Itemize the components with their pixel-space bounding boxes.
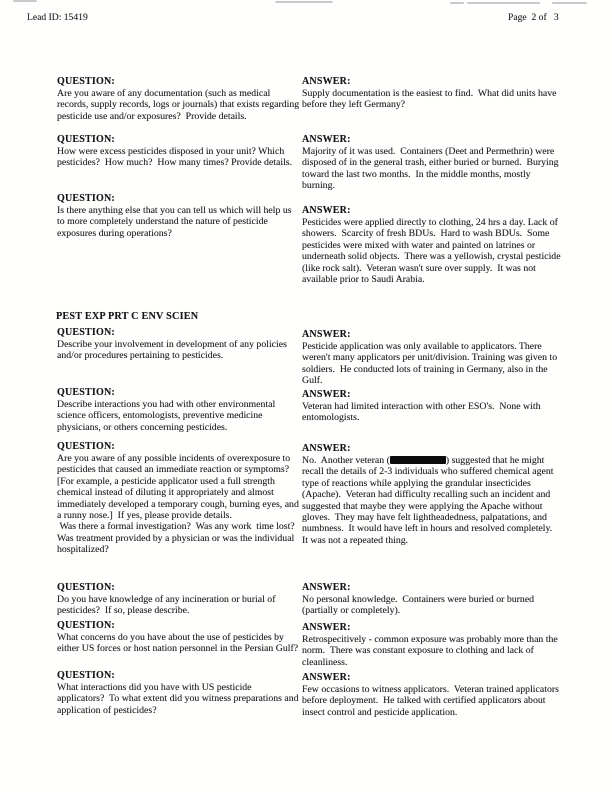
question-block (57, 193, 301, 239)
answer-block (302, 582, 563, 617)
question-block (57, 441, 301, 556)
question-text: What interactions did you have with US pesticide applicators? To what extent did you witness preparations and application of pesticides? (57, 682, 301, 716)
answer-text: Majority of it was used. Containers (Deet and Permethrin) were disposed of in the general trash, either buried or burned. Burying toward the last two months. In the middle months, mostly burning. (302, 146, 562, 192)
answer-block (302, 672, 563, 718)
answer-label: ANSWER: (302, 76, 351, 87)
question-block (57, 670, 301, 716)
question-block (57, 387, 301, 433)
answer-block (302, 622, 563, 668)
question-label: QUESTION: (57, 76, 115, 87)
answer-label: ANSWER: (302, 582, 351, 593)
answer-block (302, 329, 563, 387)
answer-block (302, 389, 563, 424)
question-text: Are you aware of any possible incidents of overexposure to pesticides that caused an immediate reaction or symptoms? [For example, a pesticide applicator used a full strength chemical instead of diluting it appropriately and almost immediately developed a temporary cough, burning eyes, and a runny nose.] If yes, please provide details. (57, 453, 302, 522)
question-label: QUESTION: (57, 620, 115, 631)
answer-label: ANSWER: (302, 672, 351, 683)
question-text: Are you aware of any documentation (such as medical records, supply records, logs or journals) that exists regarding pesticide use and/or exposures? Provide details. (57, 88, 302, 122)
scan-artifact (552, 2, 587, 4)
question-text: Describe your involvement in development of any policies and/or procedures pertaining to pesticides. (57, 339, 290, 362)
answer-text: Pesticide application was only available to applicators. There weren't many applicators per unit/division. Training was given to soldiers. He conducted lots of training in Germany, also in the Gulf. (302, 341, 560, 387)
question-text: What concerns do you have about the use of pesticides by either US forces or host nation personnel in the Persian Gulf? (57, 632, 299, 655)
answer-text: Supply documentation is the easiest to find. What did units have before they left Germany? (302, 88, 559, 111)
question-text: Describe interactions you had with other environmental science officers, entomologists, preventive medicine physicians, or others concerning pesticides. (57, 399, 278, 433)
question-label: QUESTION: (57, 327, 115, 338)
question-block (57, 582, 301, 617)
question-text: How were excess pesticides disposed in your unit? Which pesticides? How much? How many times? Provide details. (57, 146, 293, 169)
answer-block (302, 443, 563, 546)
question-label: QUESTION: (57, 670, 115, 681)
question-label: QUESTION: (57, 387, 115, 398)
answer-text: Veteran had limited interaction with other ESO's. None with entomologists. (302, 401, 543, 424)
question-text: Is there anything else that you can tell us which will help us to more completely understand the nature of pesticide exposures during operations? (57, 205, 294, 239)
answer-text-with-redaction (302, 455, 563, 546)
scan-artifact (467, 2, 540, 4)
answer-label: ANSWER: (302, 389, 351, 400)
answer-label: ANSWER: (302, 622, 351, 633)
question-block (57, 620, 301, 655)
answer-label: ANSWER: (302, 134, 351, 145)
answer-text-before-redaction: No. Another veteran ( (302, 455, 390, 466)
question-label: QUESTION: (57, 441, 115, 452)
answer-label: ANSWER: (302, 329, 351, 340)
question-label: QUESTION: (57, 193, 115, 204)
question-text-paragraph-2: Was there a formal investigation? Was any work time lost? Was treatment provided by a physician or was the individual hospitalized? (57, 521, 300, 556)
lead-id-header: Lead ID: 15419 (27, 12, 88, 23)
page-number-header: Page 2 of 3 (508, 12, 559, 23)
redaction-bar (390, 456, 446, 464)
answer-text: Pesticides were applied directly to clothing, 24 hrs a day. Lack of showers. Scarcity of fresh BDUs. Hard to wash BDUs. Some pesticides were mixed with water and painted on latrines or underneath solid objects. There was a yellowish, crystal pesticide (like rock salt). Veteran wasn't sure over supply. It was not available prior to Saudi Arabia. (302, 217, 563, 286)
answer-block (302, 134, 563, 192)
scan-artifact (450, 2, 464, 4)
answer-block (302, 205, 563, 285)
question-block (57, 76, 301, 122)
question-block (57, 327, 301, 362)
answer-text: Retrospecitively - common exposure was probably more than the norm. There was constant exposure to clothing and lack of cleanliness. (302, 634, 561, 668)
scan-artifact (275, 1, 333, 3)
question-label: QUESTION: (57, 582, 115, 593)
answer-text: Few occasions to witness applicators. Veteran trained applicators before deployment. He talked with certified applicators about insect control and pesticide application. (302, 684, 562, 718)
answer-text: No personal knowledge. Containers were buried or burned (partially or completely). (302, 594, 537, 617)
question-text: Do you have knowledge of any incineration or burial of pesticides? If so, please describe. (57, 594, 278, 617)
scan-artifact (13, 0, 37, 2)
question-block (57, 134, 301, 169)
answer-label: ANSWER: (302, 205, 351, 216)
answer-block (302, 76, 563, 111)
answer-text-after-redaction: ) suggested that he might recall the details of 2-3 individuals who suffered chemical agent type of reactions while applying the grandular insecticides (Apache). Veteran had difficulty recalling such an incident and suggested that maybe they were applying the Apache without gloves. They may have felt lightheadedness, palpatations, and numbness. It would have left in hours and resolved completely. It was not a repeated thing. (302, 455, 558, 546)
answer-label: ANSWER: (302, 443, 351, 454)
question-label: QUESTION: (57, 134, 115, 145)
section-heading: PEST EXP PRT C ENV SCIEN (56, 311, 199, 322)
